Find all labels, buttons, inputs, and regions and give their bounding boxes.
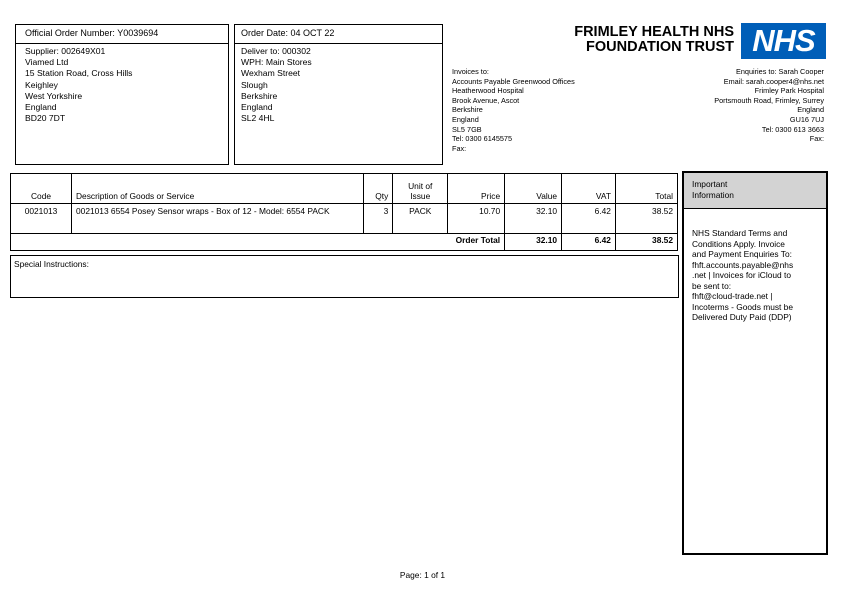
col-header-unit: Unit of Issue bbox=[393, 174, 448, 204]
invoices-line: Heatherwood Hospital bbox=[452, 86, 524, 96]
col-header-code: Code bbox=[11, 174, 72, 204]
order-total-value: 32.10 bbox=[505, 234, 562, 251]
enquiries-line: Portsmouth Road, Frimley, Surrey bbox=[714, 95, 824, 105]
order-number-box bbox=[15, 24, 229, 165]
invoices-line: Invoices to: bbox=[452, 67, 489, 76]
supplier-line: BD20 7DT bbox=[25, 113, 66, 124]
important-info-line: Delivered Duty Paid (DDP) bbox=[692, 312, 792, 322]
order-total-row bbox=[11, 234, 678, 251]
invoices-line: Brook Avenue, Ascot bbox=[452, 95, 520, 105]
nhs-logo: NHS bbox=[741, 23, 826, 59]
col-header-total: Total bbox=[615, 174, 677, 204]
cell-total: 38.52 bbox=[615, 204, 677, 234]
trust-name bbox=[574, 25, 734, 55]
table-header-row bbox=[11, 174, 678, 204]
order-total-vat: 6.42 bbox=[562, 234, 616, 251]
cell-code: 0021013 bbox=[11, 204, 72, 234]
order-total-label: Order Total bbox=[11, 234, 505, 251]
enquiries-block bbox=[714, 67, 824, 144]
deliver-line: Berkshire bbox=[241, 90, 278, 101]
important-info-line: Incoterms - Goods must be bbox=[692, 301, 794, 312]
cell-qty: 3 bbox=[363, 204, 392, 234]
col-header-vat: VAT bbox=[562, 174, 616, 204]
supplier-line: Keighley bbox=[25, 79, 58, 90]
supplier-title: Supplier: 002649X01 bbox=[25, 46, 106, 56]
enquiries-line: Fax: bbox=[809, 134, 824, 144]
invoices-line: SL5 7GB bbox=[452, 124, 482, 134]
special-instructions-label: Special Instructions: bbox=[14, 259, 89, 269]
order-number: Official Order Number: Y0039694 bbox=[16, 25, 228, 44]
col-header-qty: Qty bbox=[363, 174, 392, 204]
order-items-table bbox=[10, 173, 678, 251]
deliver-line: WPH: Main Stores bbox=[241, 57, 312, 68]
delivery-box bbox=[234, 24, 443, 165]
trust-name-line: FRIMLEY HEALTH NHS bbox=[574, 24, 734, 40]
important-info-title: Important bbox=[692, 179, 728, 189]
page-number: Page: 1 of 1 bbox=[399, 570, 446, 580]
col-header-description: Description of Goods or Service bbox=[72, 174, 364, 204]
cell-unit: PACK bbox=[393, 204, 448, 234]
invoices-line: Accounts Payable Greenwood Offices bbox=[452, 76, 575, 86]
deliver-line: Wexham Street bbox=[241, 68, 301, 79]
supplier-line: 15 Station Road, Cross Hills bbox=[25, 68, 133, 79]
invoices-line: England bbox=[452, 114, 479, 124]
supplier-line: West Yorkshire bbox=[25, 90, 83, 101]
important-info-header bbox=[684, 173, 826, 209]
important-info-title: Information bbox=[692, 190, 734, 200]
important-info-line: fhft@cloud-trade.net | bbox=[692, 291, 773, 301]
special-instructions-box bbox=[10, 255, 679, 298]
invoices-line: Berkshire bbox=[452, 105, 483, 115]
important-info-panel bbox=[682, 171, 828, 555]
invoices-line: Fax: bbox=[452, 143, 467, 153]
table-row bbox=[11, 204, 678, 234]
important-info-body bbox=[684, 209, 826, 323]
cell-vat: 6.42 bbox=[562, 204, 616, 234]
important-info-line: NHS Standard Terms and bbox=[692, 228, 788, 238]
enquiries-line: Enquiries to: Sarah Cooper bbox=[735, 67, 824, 76]
important-info-line: Conditions Apply. Invoice bbox=[692, 238, 785, 249]
enquiries-line: Frimley Park Hospital bbox=[754, 86, 824, 96]
cell-price: 10.70 bbox=[448, 204, 505, 234]
col-header-price: Price bbox=[448, 174, 505, 204]
trust-name-line: FOUNDATION TRUST bbox=[586, 39, 734, 55]
cell-description: 0021013 6554 Posey Sensor wraps - Box of 12 - Model: 6554 PACK bbox=[72, 204, 364, 234]
deliver-block bbox=[235, 44, 442, 124]
important-info-line: fhft.accounts.payable@nhs bbox=[692, 259, 794, 270]
important-info-line: .net | Invoices for iCloud to bbox=[692, 270, 792, 280]
col-header-value: Value bbox=[505, 174, 562, 204]
important-info-line: be sent to: bbox=[692, 280, 732, 291]
deliver-line: Slough bbox=[241, 79, 268, 90]
supplier-line: Viamed Ltd bbox=[25, 57, 69, 68]
deliver-title: Deliver to: 000302 bbox=[241, 46, 311, 56]
cell-value: 32.10 bbox=[505, 204, 562, 234]
enquiries-line: Email: sarah.cooper4@nhs.net bbox=[723, 76, 824, 86]
supplier-block bbox=[16, 44, 228, 124]
important-info-line: and Payment Enquiries To: bbox=[692, 249, 792, 259]
enquiries-line: England bbox=[797, 105, 824, 115]
supplier-line: England bbox=[25, 102, 57, 113]
enquiries-line: Tel: 0300 613 3663 bbox=[761, 124, 824, 134]
invoices-block bbox=[452, 67, 575, 153]
enquiries-line: GU16 7UJ bbox=[789, 114, 824, 124]
deliver-line: England bbox=[241, 102, 273, 113]
deliver-line: SL2 4HL bbox=[241, 113, 275, 124]
order-total-total: 38.52 bbox=[615, 234, 677, 251]
order-date: Order Date: 04 OCT 22 bbox=[235, 25, 442, 44]
invoices-line: Tel: 0300 6145575 bbox=[452, 134, 513, 144]
